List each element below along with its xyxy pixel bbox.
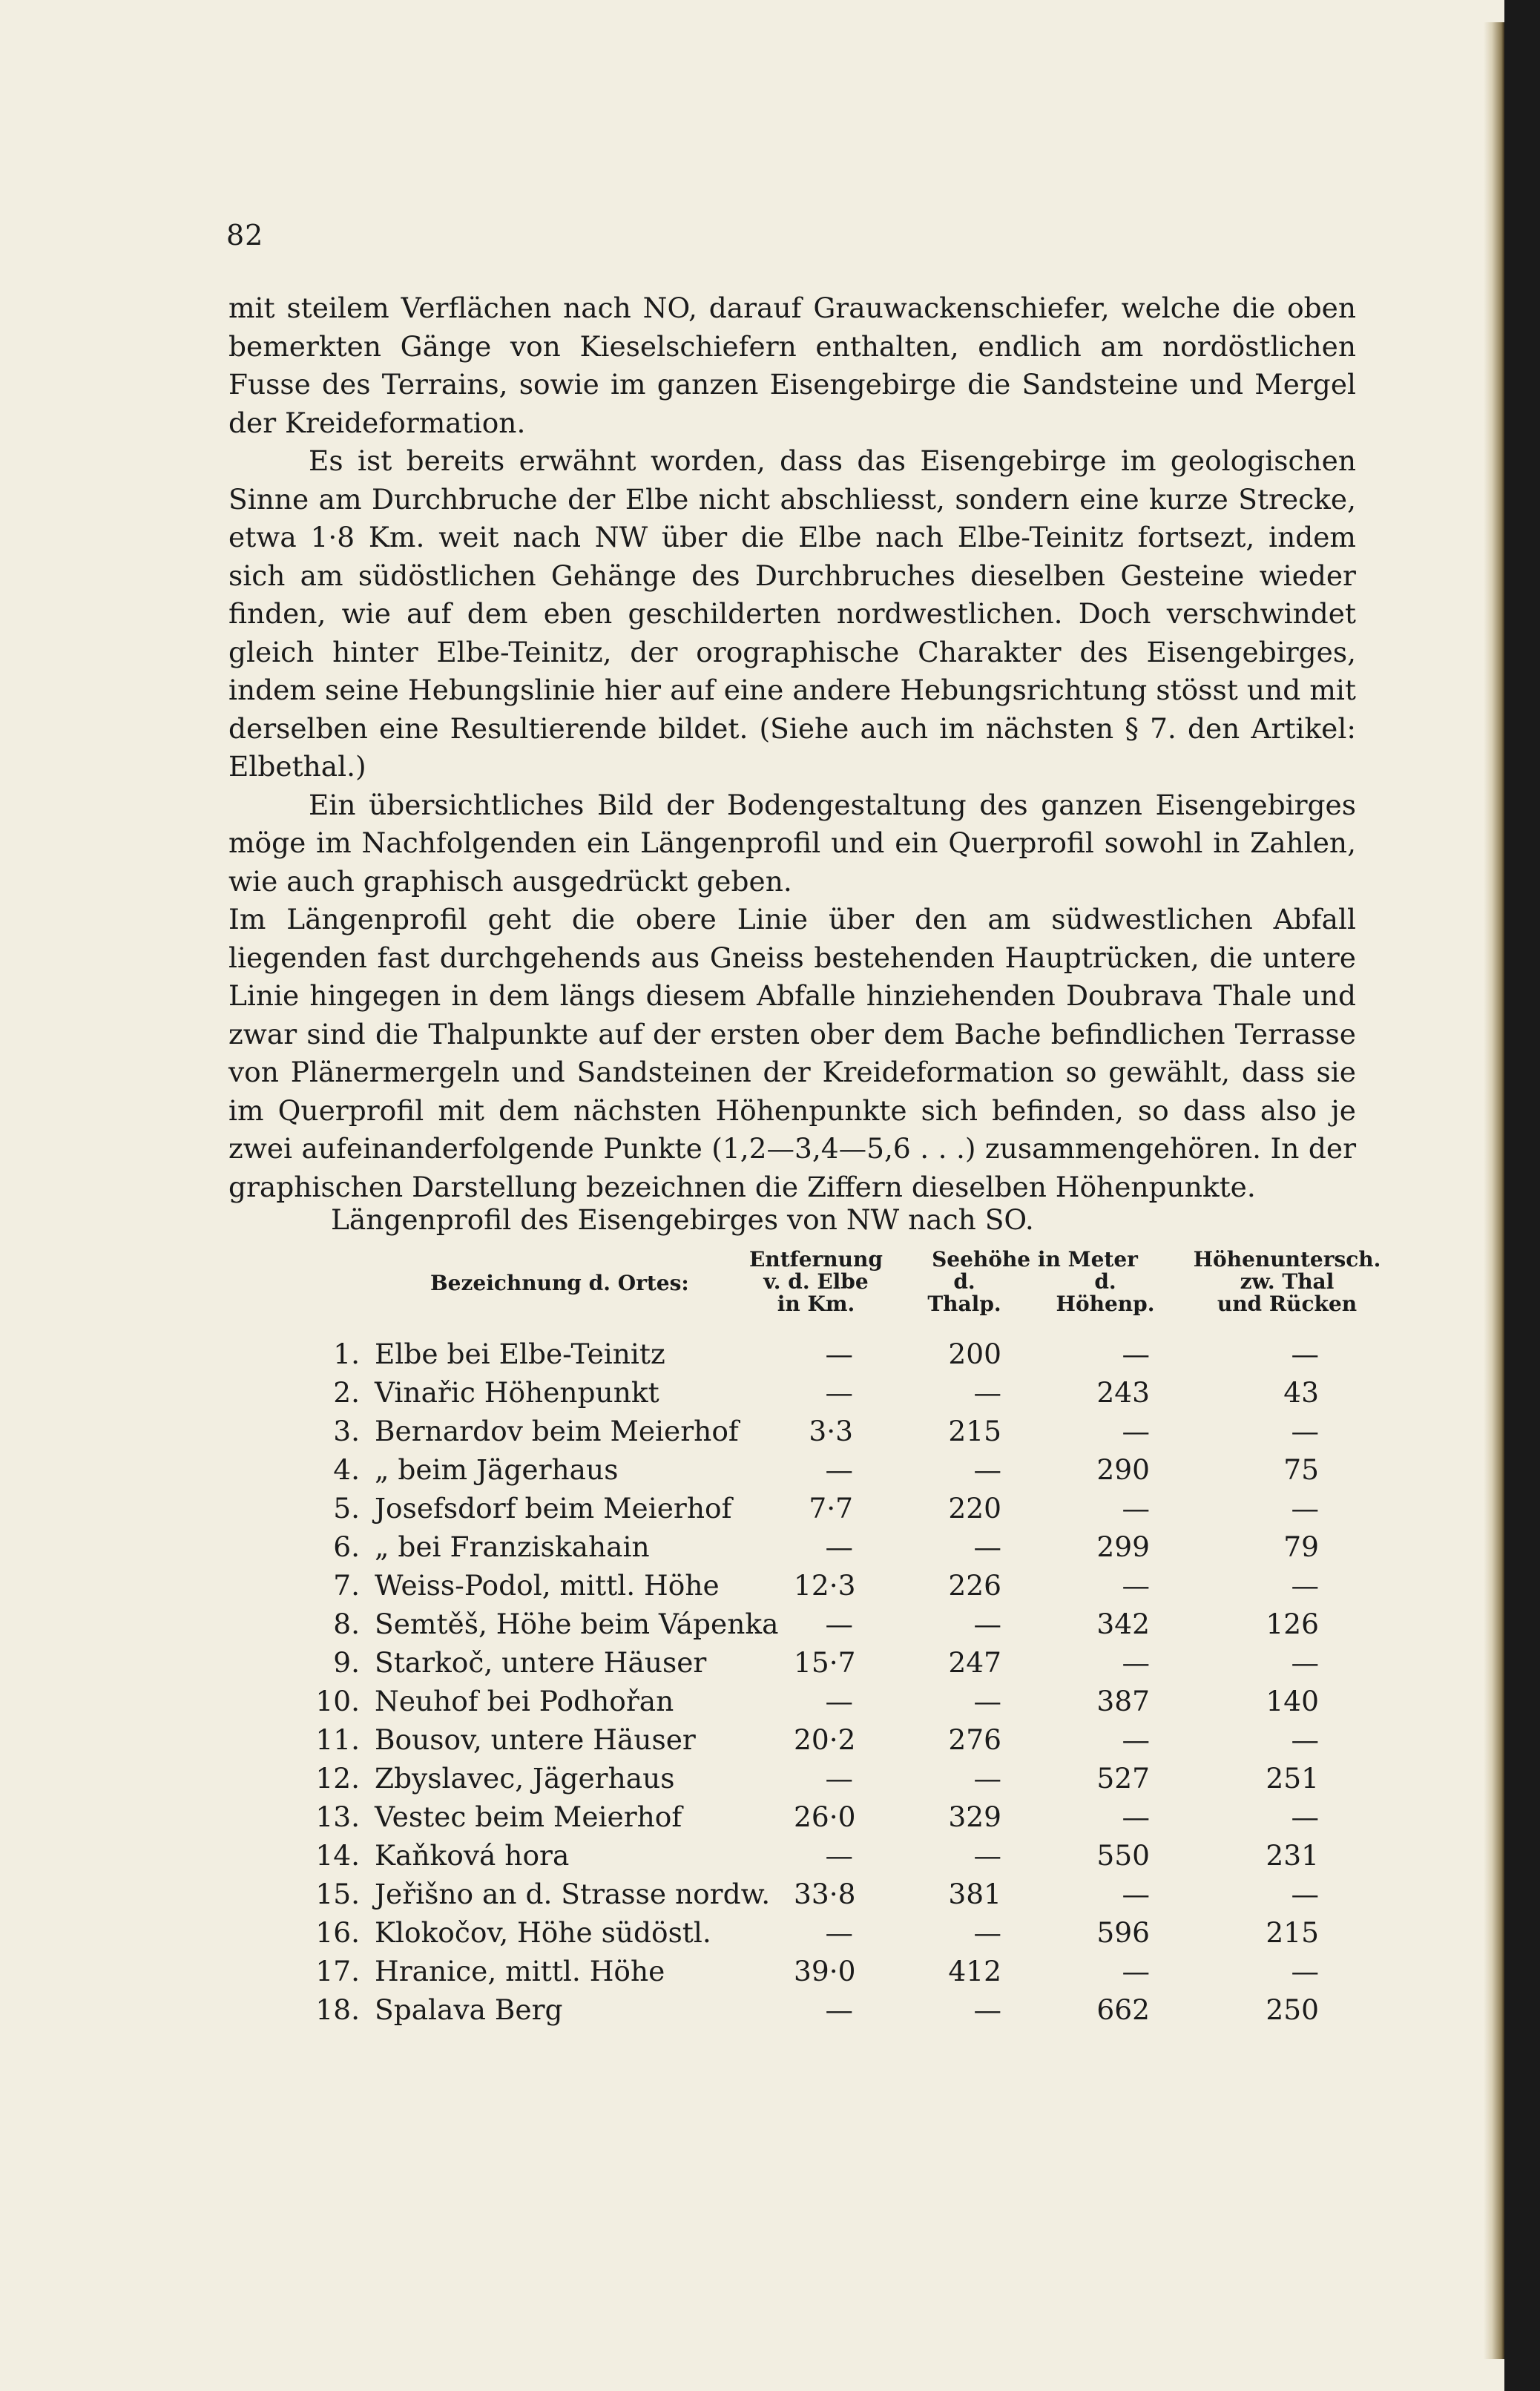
row-place: Hranice, mittl. Höhe [375, 1955, 665, 1987]
row-difference: — [1291, 1800, 1319, 1833]
row-difference: — [1291, 1646, 1319, 1679]
header-difference-line: und Rücken [1217, 1292, 1358, 1316]
row-thalp: — [973, 1839, 1001, 1872]
table-row [0, 1839, 1504, 1878]
row-thalp: 381 [948, 1878, 1001, 1910]
row-thalp: 412 [948, 1955, 1001, 1987]
row-number: 8. [333, 1608, 360, 1640]
row-hohenp: 243 [1096, 1376, 1150, 1409]
row-distance: 3·3 [809, 1415, 853, 1447]
row-difference: 215 [1266, 1916, 1319, 1949]
row-difference: 250 [1266, 1993, 1319, 2026]
row-thalp: 329 [948, 1800, 1001, 1833]
table-header [0, 1249, 1504, 1330]
row-difference: 231 [1266, 1839, 1319, 1872]
header-distance-line: v. d. Elbe [763, 1269, 869, 1294]
row-distance: — [825, 1608, 853, 1640]
table-row [0, 1530, 1504, 1569]
row-number: 11. [315, 1723, 360, 1756]
row-distance: — [825, 1839, 853, 1872]
row-number: 7. [333, 1569, 360, 1602]
paragraph-4: Im Längenprofil geht die obere Linie über den am südwestlichen Abfall liegenden fast durchgehends aus Gneiss bestehenden Hauptrücken, die untere Linie hingegen in dem längs diesem Abfalle hinziehenden Doubrava Thale und zwar sind die Thalpunkte auf der ersten ober dem Bache befindlichen Terrasse von Plänermergeln und Sandsteinen der Kreideformation so gewählt, dass sie im Querprofil mit dem nächsten Höhenpunkte sich befinden, so dass also je zwei aufeinanderfolgende Punkte (1,2—3,4—5,6 . . .) zusammengehören. In der graphischen Darstellung bezeichnen die Ziffern dieselben Höhenpunkte. [228, 903, 1356, 1203]
row-number: 12. [315, 1762, 360, 1795]
body-text [228, 289, 1356, 1206]
row-difference: — [1291, 1878, 1319, 1910]
row-place: „ beim Jägerhaus [375, 1453, 619, 1486]
row-hohenp: — [1122, 1723, 1150, 1756]
header-hohenp-line: Höhenp. [1056, 1292, 1155, 1316]
row-thalp: 220 [948, 1492, 1001, 1525]
header-hohenp-line: d. [1094, 1269, 1116, 1294]
row-place: Klokočov, Höhe südöstl. [375, 1916, 711, 1949]
row-place: Weiss-Podol, mittl. Höhe [375, 1569, 720, 1602]
row-hohenp: 527 [1096, 1762, 1150, 1795]
row-place: Jeřišno an d. Strasse nordw. [375, 1878, 771, 1910]
row-place: Bousov, untere Häuser [375, 1723, 696, 1756]
row-hohenp: 550 [1096, 1839, 1150, 1872]
row-hohenp: — [1122, 1338, 1150, 1370]
table-row [0, 1492, 1504, 1530]
row-number: 18. [315, 1993, 360, 2026]
header-thalp-line: Thalp. [927, 1292, 1001, 1316]
header-name: Bezeichnung d. Ortes: [430, 1271, 689, 1295]
row-hohenp: 290 [1096, 1453, 1150, 1486]
row-place: Neuhof bei Podhořan [375, 1685, 674, 1717]
row-distance: — [825, 1453, 853, 1486]
row-distance: — [825, 1916, 853, 1949]
row-place: Josefsdorf beim Meierhof [375, 1492, 732, 1525]
row-place: Vestec beim Meierhof [375, 1800, 682, 1833]
row-difference: — [1291, 1723, 1319, 1756]
row-place: Spalava Berg [375, 1993, 563, 2026]
row-number: 15. [315, 1878, 360, 1910]
row-place: Zbyslavec, Jägerhaus [375, 1762, 675, 1795]
row-number: 17. [315, 1955, 360, 1987]
table-row [0, 1453, 1504, 1492]
row-difference: 79 [1283, 1530, 1319, 1563]
row-place: Bernardov beim Meierhof [375, 1415, 739, 1447]
table-row [0, 1762, 1504, 1800]
header-seehohe: Seehöhe in Meter [932, 1247, 1138, 1272]
row-place: „ bei Franziskahain [375, 1530, 650, 1563]
row-thalp: 200 [948, 1338, 1001, 1370]
row-difference: — [1291, 1338, 1319, 1370]
row-distance: 33·8 [794, 1878, 856, 1910]
table-row [0, 1878, 1504, 1916]
row-number: 6. [333, 1530, 360, 1563]
row-distance: — [825, 1762, 853, 1795]
row-difference: 43 [1283, 1376, 1319, 1409]
row-hohenp: — [1122, 1955, 1150, 1987]
row-thalp: 215 [948, 1415, 1001, 1447]
table-row [0, 1685, 1504, 1723]
row-hohenp: 299 [1096, 1530, 1150, 1563]
row-distance: — [825, 1530, 853, 1563]
row-number: 5. [333, 1492, 360, 1525]
row-place: Semtěš, Höhe beim Vápenka [375, 1608, 779, 1640]
row-difference: 251 [1266, 1762, 1319, 1795]
row-distance: — [825, 1376, 853, 1409]
table-row [0, 1569, 1504, 1608]
header-distance [734, 1249, 898, 1315]
row-distance: 39·0 [794, 1955, 856, 1987]
row-number: 1. [333, 1338, 360, 1370]
row-number: 2. [333, 1376, 360, 1409]
row-number: 16. [315, 1916, 360, 1949]
row-difference: 140 [1266, 1685, 1319, 1717]
row-distance: 12·3 [794, 1569, 856, 1602]
row-number: 13. [315, 1800, 360, 1833]
paragraph-1: mit steilem Verflächen nach NO, darauf Grauwackenschiefer, welche die oben bemerkten Gänge von Kieselschiefern enthalten, endlich am nordöstlichen Fusse des Terrains, sowie im ganzen Eisengebirge die Sandsteine und Mergel der Kreideformation. [228, 292, 1356, 439]
row-distance: 7·7 [809, 1492, 853, 1525]
row-hohenp: — [1122, 1878, 1150, 1910]
row-difference: — [1291, 1415, 1319, 1447]
row-place: Vinařic Höhenpunkt [375, 1376, 659, 1409]
header-difference-line: zw. Thal [1240, 1269, 1335, 1294]
row-hohenp: 342 [1096, 1608, 1150, 1640]
row-difference: 75 [1283, 1453, 1319, 1486]
row-thalp: — [973, 1762, 1001, 1795]
row-thalp: 276 [948, 1723, 1001, 1756]
table-row [0, 1916, 1504, 1955]
row-number: 14. [315, 1839, 360, 1872]
row-thalp: — [973, 1453, 1001, 1486]
row-hohenp: — [1122, 1646, 1150, 1679]
row-number: 9. [333, 1646, 360, 1679]
row-difference: — [1291, 1955, 1319, 1987]
header-difference [1187, 1249, 1387, 1315]
row-number: 4. [333, 1453, 360, 1486]
row-thalp: — [973, 1608, 1001, 1640]
table-row [0, 1608, 1504, 1646]
header-hohenp [1053, 1271, 1157, 1315]
row-distance: 26·0 [794, 1800, 856, 1833]
row-thalp: — [973, 1685, 1001, 1717]
paragraph-2: Es ist bereits erwähnt worden, dass das Eisengebirge im geologischen Sinne am Durchbruche der Elbe nicht abschliesst, sondern eine kurze Strecke, etwa 1·8 Km. weit nach NW über die Elbe nach Elbe-Teinitz fortsezt, indem sich am südöstlichen Gehänge des Durchbruches dieselben Gesteine wieder finden, wie auf dem eben geschilderten nordwestlichen. Doch verschwindet gleich hinter Elbe-Teinitz, der orographische Charakter des Eisengebirges, indem seine Hebungslinie hier auf eine andere Hebungsrichtung stösst und mit derselben eine Resultierende bildet. (Siehe auch im nächsten § 7. den Artikel: Elbethal.) [228, 444, 1356, 783]
row-hohenp: — [1122, 1492, 1150, 1525]
table-row [0, 1993, 1504, 2032]
header-thalp [927, 1271, 1001, 1315]
row-thalp: — [973, 1530, 1001, 1563]
table-row [0, 1376, 1504, 1415]
header-difference-line: Höhenuntersch. [1193, 1247, 1381, 1272]
row-hohenp: 662 [1096, 1993, 1150, 2026]
header-distance-line: Entfernung [749, 1247, 883, 1272]
table-row [0, 1415, 1504, 1453]
header-distance-line: in Km. [777, 1292, 855, 1316]
row-thalp: — [973, 1916, 1001, 1949]
row-distance: 15·7 [794, 1646, 856, 1679]
row-difference: — [1291, 1492, 1319, 1525]
table-row [0, 1723, 1504, 1762]
row-hohenp: 387 [1096, 1685, 1150, 1717]
row-distance: — [825, 1993, 853, 2026]
table-row [0, 1955, 1504, 1993]
row-place: Elbe bei Elbe-Teinitz [375, 1338, 665, 1370]
row-hohenp: — [1122, 1415, 1150, 1447]
row-place: Kaňková hora [375, 1839, 570, 1872]
row-thalp: 226 [948, 1569, 1001, 1602]
row-distance: — [825, 1338, 853, 1370]
row-number: 10. [315, 1685, 360, 1717]
row-hohenp: — [1122, 1569, 1150, 1602]
row-hohenp: — [1122, 1800, 1150, 1833]
row-distance: — [825, 1685, 853, 1717]
table-title: Längenprofil des Eisengebirges von NW nach SO. [331, 1203, 1034, 1236]
row-thalp: 247 [948, 1646, 1001, 1679]
paragraph-3: Ein übersichtliches Bild der Bodengestaltung des ganzen Eisengebirges möge im Nachfolgenden ein Längenprofil und ein Querprofil sowohl in Zahlen, wie auch graphisch ausgedrückt geben. [228, 788, 1356, 898]
row-difference: 126 [1266, 1608, 1319, 1640]
row-thalp: — [973, 1993, 1001, 2026]
row-distance: 20·2 [794, 1723, 856, 1756]
header-thalp-line: d. [953, 1269, 975, 1294]
row-hohenp: 596 [1096, 1916, 1150, 1949]
row-thalp: — [973, 1376, 1001, 1409]
row-number: 3. [333, 1415, 360, 1447]
table-row [0, 1338, 1504, 1376]
row-place: Starkoč, untere Häuser [375, 1646, 707, 1679]
table-row [0, 1646, 1504, 1685]
row-difference: — [1291, 1569, 1319, 1602]
page-number: 82 [226, 219, 264, 251]
table-row [0, 1800, 1504, 1839]
